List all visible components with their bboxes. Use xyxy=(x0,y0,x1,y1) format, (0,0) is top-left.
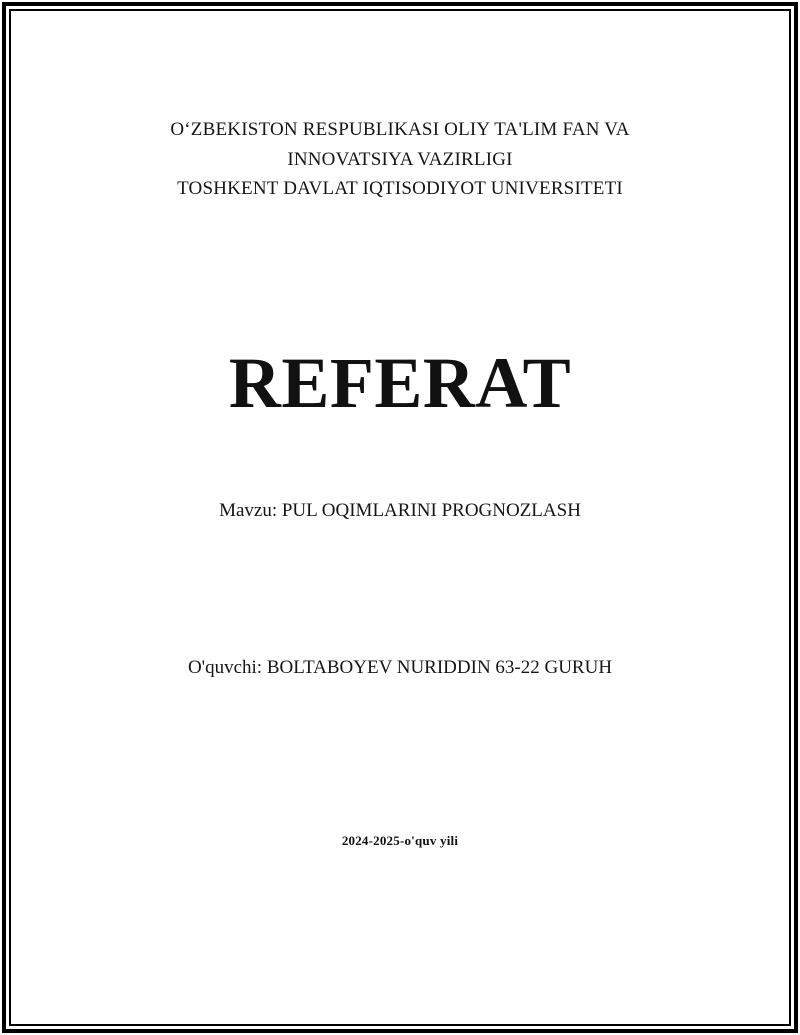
student-line: O'quvchi: BOLTABOYEV NURIDDIN 63-22 GURUH xyxy=(187,657,613,678)
header-line-2: INNOVATSIYA VAZIRLIGI xyxy=(287,148,513,170)
ministry-university-header xyxy=(11,115,789,204)
page-border-inner xyxy=(9,9,791,1026)
academic-year-line: 2024-2025-o'quv yili xyxy=(341,833,459,848)
topic-line: Mavzu: PUL OQIMLARINI PROGNOZLASH xyxy=(219,500,581,521)
document-title: REFERAT xyxy=(228,343,572,423)
page-border-outer xyxy=(2,2,798,1033)
header-line-3: TOSHKENT DAVLAT IQTISODIYOT UNIVERSITETI xyxy=(177,178,623,199)
header-line-1: OʻZBEKISTON RESPUBLIKASI OLIY TA'LIM FAN VA xyxy=(170,119,630,140)
